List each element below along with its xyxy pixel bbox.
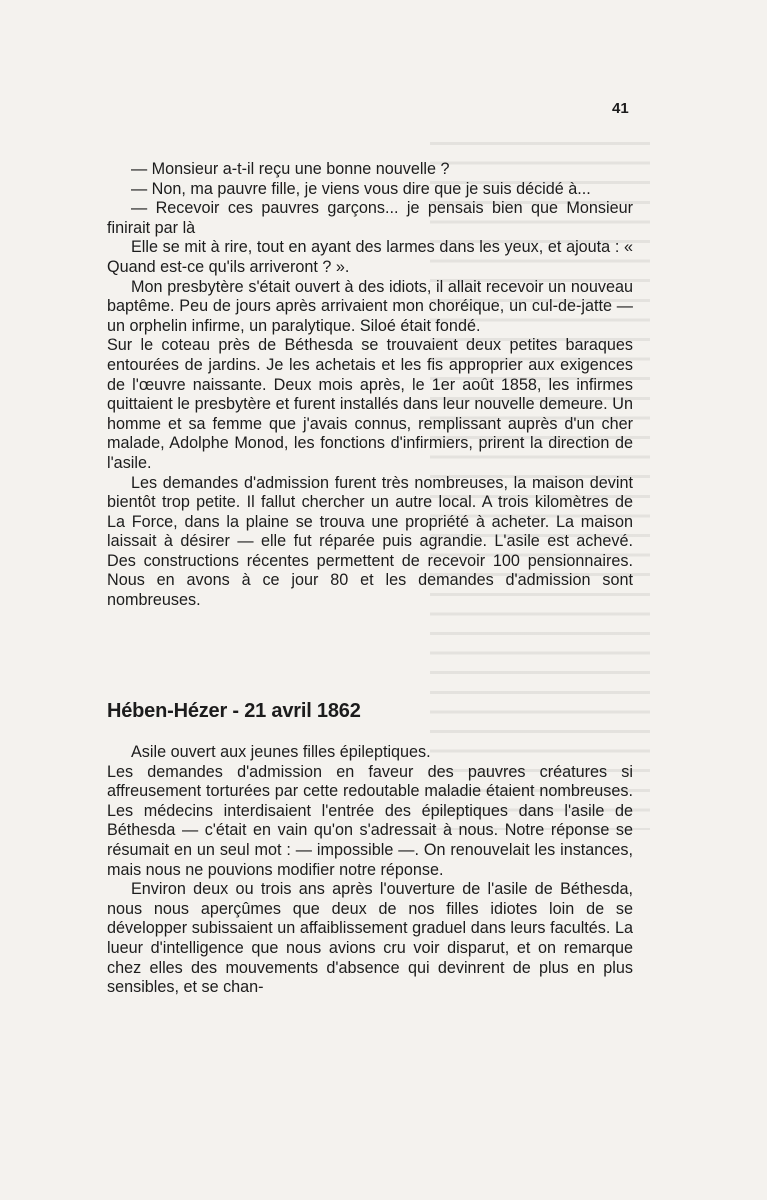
paragraph: Les demandes d'admission en faveur des pauvres créatures si affreusement torturées par cette redoutable maladie étaient nombreuses. Les médecins interdisaient l'entrée des épileptiques dans l'asile de Béthesda — c'était en vain qu'on s'adressait à nous. Notre réponse se résumait en un seul mot : — impossible —. On renouvelait les instances, mais nous ne pouvions modifier notre réponse. [107, 762, 633, 879]
section-heading: Hében-Hézer - 21 avril 1862 [107, 700, 361, 722]
paragraph: Asile ouvert aux jeunes filles épileptiques. [131, 743, 431, 761]
paragraph: Elle se mit à rire, tout en ayant des larmes dans les yeux, et ajouta : « Quand est-ce qu'ils arriveront ? ». [107, 238, 633, 276]
paragraph: Sur le coteau près de Béthesda se trouvaient deux petites baraques entourées de jardins. Je les achetais et les fis approprier aux exigences de l'œuvre naissante. Deux mois après, le 1er août 1858, les infirmes quittaient le presbytère et furent installés dans leur nouvelle demeure. Un homme et sa femme que j'avais connus, remplissant auprès d'un cher malade, Adolphe Monod, les fonctions d'infirmiers, prirent la direction de l'asile. [107, 336, 633, 472]
paragraph: — Recevoir ces pauvres garçons... je pensais bien que Monsieur finirait par là [107, 199, 633, 237]
paragraph: Les demandes d'admission furent très nombreuses, la maison devint bientôt trop petite. Il fallut chercher un autre local. A trois kilomètres de La Force, dans la plaine se trouva une propriété à acheter. La maison laissait à désirer — elle fut réparée puis agrandie. L'asile est achevé. Des constructions récentes permettent de recevoir 100 pensionnaires. Nous en avons à ce jour 80 et les demandes d'admission sont nombreuses. [107, 473, 633, 610]
paragraph: — Monsieur a-t-il reçu une bonne nouvelle ? [131, 160, 450, 178]
paragraph: Environ deux ou trois ans après l'ouverture de l'asile de Béthesda, nous nous aperçûmes que deux de nos filles idiotes loin de se développer subissaient un affaiblissement graduel dans leurs facultés. La lueur d'intelligence que nous avions cru voir disparut, et on remarque chez elles des mouvements d'absence qui devinrent de plus en plus sensibles, et se chan- [107, 880, 633, 997]
paragraph: Mon presbytère s'était ouvert à des idiots, il allait recevoir un nouveau baptême. Peu de jours après arrivaient mon choréique, un cul-de-jatte — un orphelin infirme, un paralytique. Siloé était fondé. [107, 277, 633, 335]
upper-text-block [107, 160, 633, 611]
page-number: 41 [612, 100, 629, 117]
lower-text-block [107, 743, 633, 998]
paragraph: — Non, ma pauvre fille, je viens vous dire que je suis décidé à... [131, 179, 591, 198]
